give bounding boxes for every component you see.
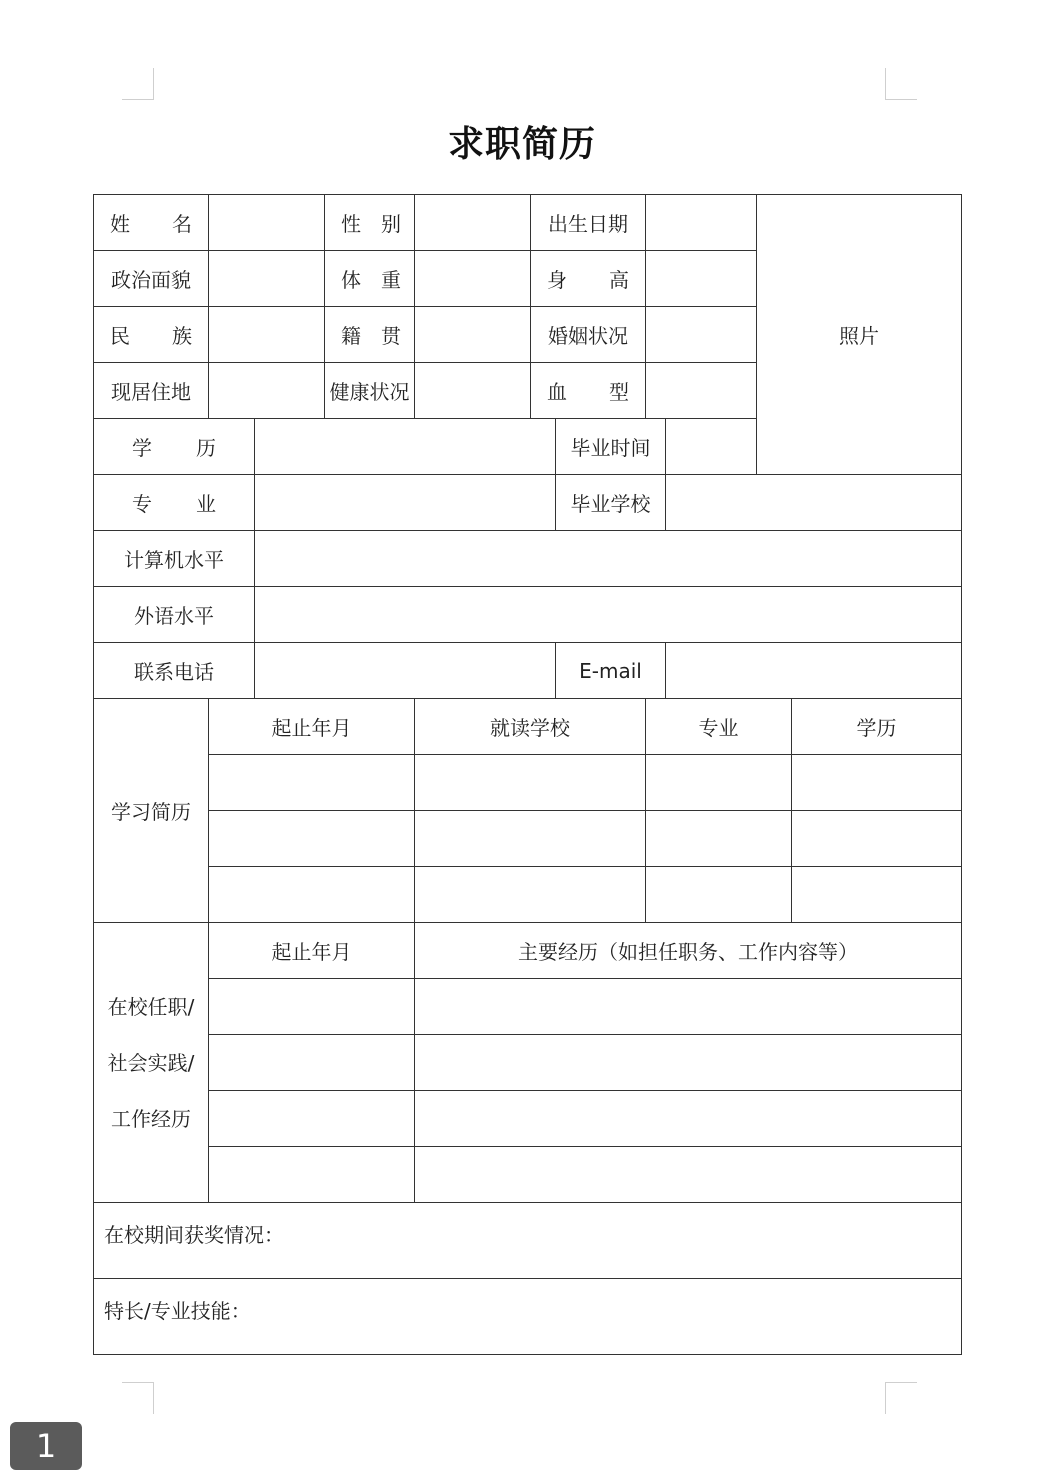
work-experience-cell[interactable] bbox=[415, 1035, 962, 1091]
marital-field[interactable] bbox=[646, 307, 757, 363]
native-field[interactable] bbox=[415, 307, 531, 363]
study-major-cell[interactable] bbox=[646, 867, 792, 923]
work-experience-cell[interactable] bbox=[415, 1147, 962, 1203]
work-experience-cell[interactable] bbox=[415, 1091, 962, 1147]
health-field[interactable] bbox=[415, 363, 531, 419]
computer-label: 计算机水平 bbox=[94, 531, 255, 587]
email-label: E-mail bbox=[556, 643, 666, 699]
height-label: 身 高 bbox=[531, 251, 646, 307]
page-corner-mark-bottom-right bbox=[885, 1382, 917, 1414]
table-row bbox=[94, 475, 962, 531]
language-label: 外语水平 bbox=[94, 587, 255, 643]
residence-label: 现居住地 bbox=[94, 363, 209, 419]
photo-box[interactable]: 照片 bbox=[757, 195, 962, 475]
page-title: 求职简历 bbox=[447, 124, 596, 165]
work-label-line: 社会实践/ bbox=[107, 1050, 195, 1075]
work-header-experience: 主要经历（如担任职务、工作内容等） bbox=[415, 923, 962, 979]
grad-time-field[interactable] bbox=[666, 419, 757, 475]
education-field[interactable] bbox=[255, 419, 556, 475]
ethnic-field[interactable] bbox=[209, 307, 325, 363]
table-row bbox=[94, 979, 962, 1035]
gender-field[interactable] bbox=[415, 195, 531, 251]
study-history-label: 学习简历 bbox=[94, 699, 209, 923]
study-major-cell[interactable] bbox=[646, 811, 792, 867]
skills-field[interactable] bbox=[94, 1279, 962, 1355]
work-history-label bbox=[94, 923, 209, 1203]
study-period-cell[interactable] bbox=[209, 811, 415, 867]
study-degree-cell[interactable] bbox=[792, 867, 962, 923]
grad-school-field[interactable] bbox=[666, 475, 962, 531]
table-row bbox=[94, 1147, 962, 1203]
major-field[interactable] bbox=[255, 475, 556, 531]
study-school-cell[interactable] bbox=[415, 811, 646, 867]
weight-field[interactable] bbox=[415, 251, 531, 307]
study-period-cell[interactable] bbox=[209, 755, 415, 811]
study-header-school: 就读学校 bbox=[415, 699, 646, 755]
study-major-cell[interactable] bbox=[646, 755, 792, 811]
blood-label: 血 型 bbox=[531, 363, 646, 419]
work-label-line: 在校任职/ bbox=[107, 994, 195, 1019]
study-header-period: 起止年月 bbox=[209, 699, 415, 755]
birth-field[interactable] bbox=[646, 195, 757, 251]
computer-field[interactable] bbox=[255, 531, 962, 587]
resume-table bbox=[93, 194, 962, 1355]
work-experience-cell[interactable] bbox=[415, 979, 962, 1035]
study-school-cell[interactable] bbox=[415, 755, 646, 811]
table-row bbox=[94, 643, 962, 699]
page-number-badge: 1 bbox=[10, 1422, 82, 1470]
blood-field[interactable] bbox=[646, 363, 757, 419]
residence-field[interactable] bbox=[209, 363, 325, 419]
page-corner-mark-bottom-left bbox=[122, 1382, 154, 1414]
name-label: 姓 名 bbox=[94, 195, 209, 251]
height-field[interactable] bbox=[646, 251, 757, 307]
work-period-cell[interactable] bbox=[209, 1035, 415, 1091]
marital-label: 婚姻状况 bbox=[531, 307, 646, 363]
email-field[interactable] bbox=[666, 643, 962, 699]
table-row bbox=[94, 195, 962, 251]
work-label-line: 工作经历 bbox=[111, 1106, 191, 1131]
table-row bbox=[94, 1035, 962, 1091]
language-field[interactable] bbox=[255, 587, 962, 643]
study-degree-cell[interactable] bbox=[792, 755, 962, 811]
native-label: 籍 贯 bbox=[325, 307, 415, 363]
gender-label: 性 别 bbox=[325, 195, 415, 251]
page-corner-mark-top-left bbox=[122, 68, 154, 100]
awards-field[interactable] bbox=[94, 1203, 962, 1279]
political-label: 政治面貌 bbox=[94, 251, 209, 307]
major-label: 专 业 bbox=[94, 475, 255, 531]
study-header-major: 专业 bbox=[646, 699, 792, 755]
political-field[interactable] bbox=[209, 251, 325, 307]
skills-label: 特长/专业技能： bbox=[104, 1299, 251, 1323]
phone-label: 联系电话 bbox=[94, 643, 255, 699]
grad-school-label: 毕业学校 bbox=[556, 475, 666, 531]
table-row bbox=[94, 1203, 962, 1279]
study-degree-cell[interactable] bbox=[792, 811, 962, 867]
weight-label: 体 重 bbox=[325, 251, 415, 307]
work-header-period: 起止年月 bbox=[209, 923, 415, 979]
education-label: 学 历 bbox=[94, 419, 255, 475]
birth-label: 出生日期 bbox=[531, 195, 646, 251]
table-row bbox=[94, 531, 962, 587]
work-period-cell[interactable] bbox=[209, 1091, 415, 1147]
table-row bbox=[94, 923, 962, 979]
study-period-cell[interactable] bbox=[209, 867, 415, 923]
table-row bbox=[94, 1091, 962, 1147]
table-row bbox=[94, 811, 962, 867]
phone-field[interactable] bbox=[255, 643, 556, 699]
table-row bbox=[94, 699, 962, 755]
ethnic-label: 民 族 bbox=[94, 307, 209, 363]
page-corner-mark-top-right bbox=[885, 68, 917, 100]
name-field[interactable] bbox=[209, 195, 325, 251]
health-label: 健康状况 bbox=[325, 363, 415, 419]
table-row bbox=[94, 867, 962, 923]
table-row bbox=[94, 587, 962, 643]
grad-time-label: 毕业时间 bbox=[556, 419, 666, 475]
work-period-cell[interactable] bbox=[209, 1147, 415, 1203]
study-school-cell[interactable] bbox=[415, 867, 646, 923]
awards-label: 在校期间获奖情况： bbox=[104, 1223, 284, 1247]
table-row bbox=[94, 1279, 962, 1355]
table-row bbox=[94, 755, 962, 811]
study-header-degree: 学历 bbox=[792, 699, 962, 755]
work-period-cell[interactable] bbox=[209, 979, 415, 1035]
